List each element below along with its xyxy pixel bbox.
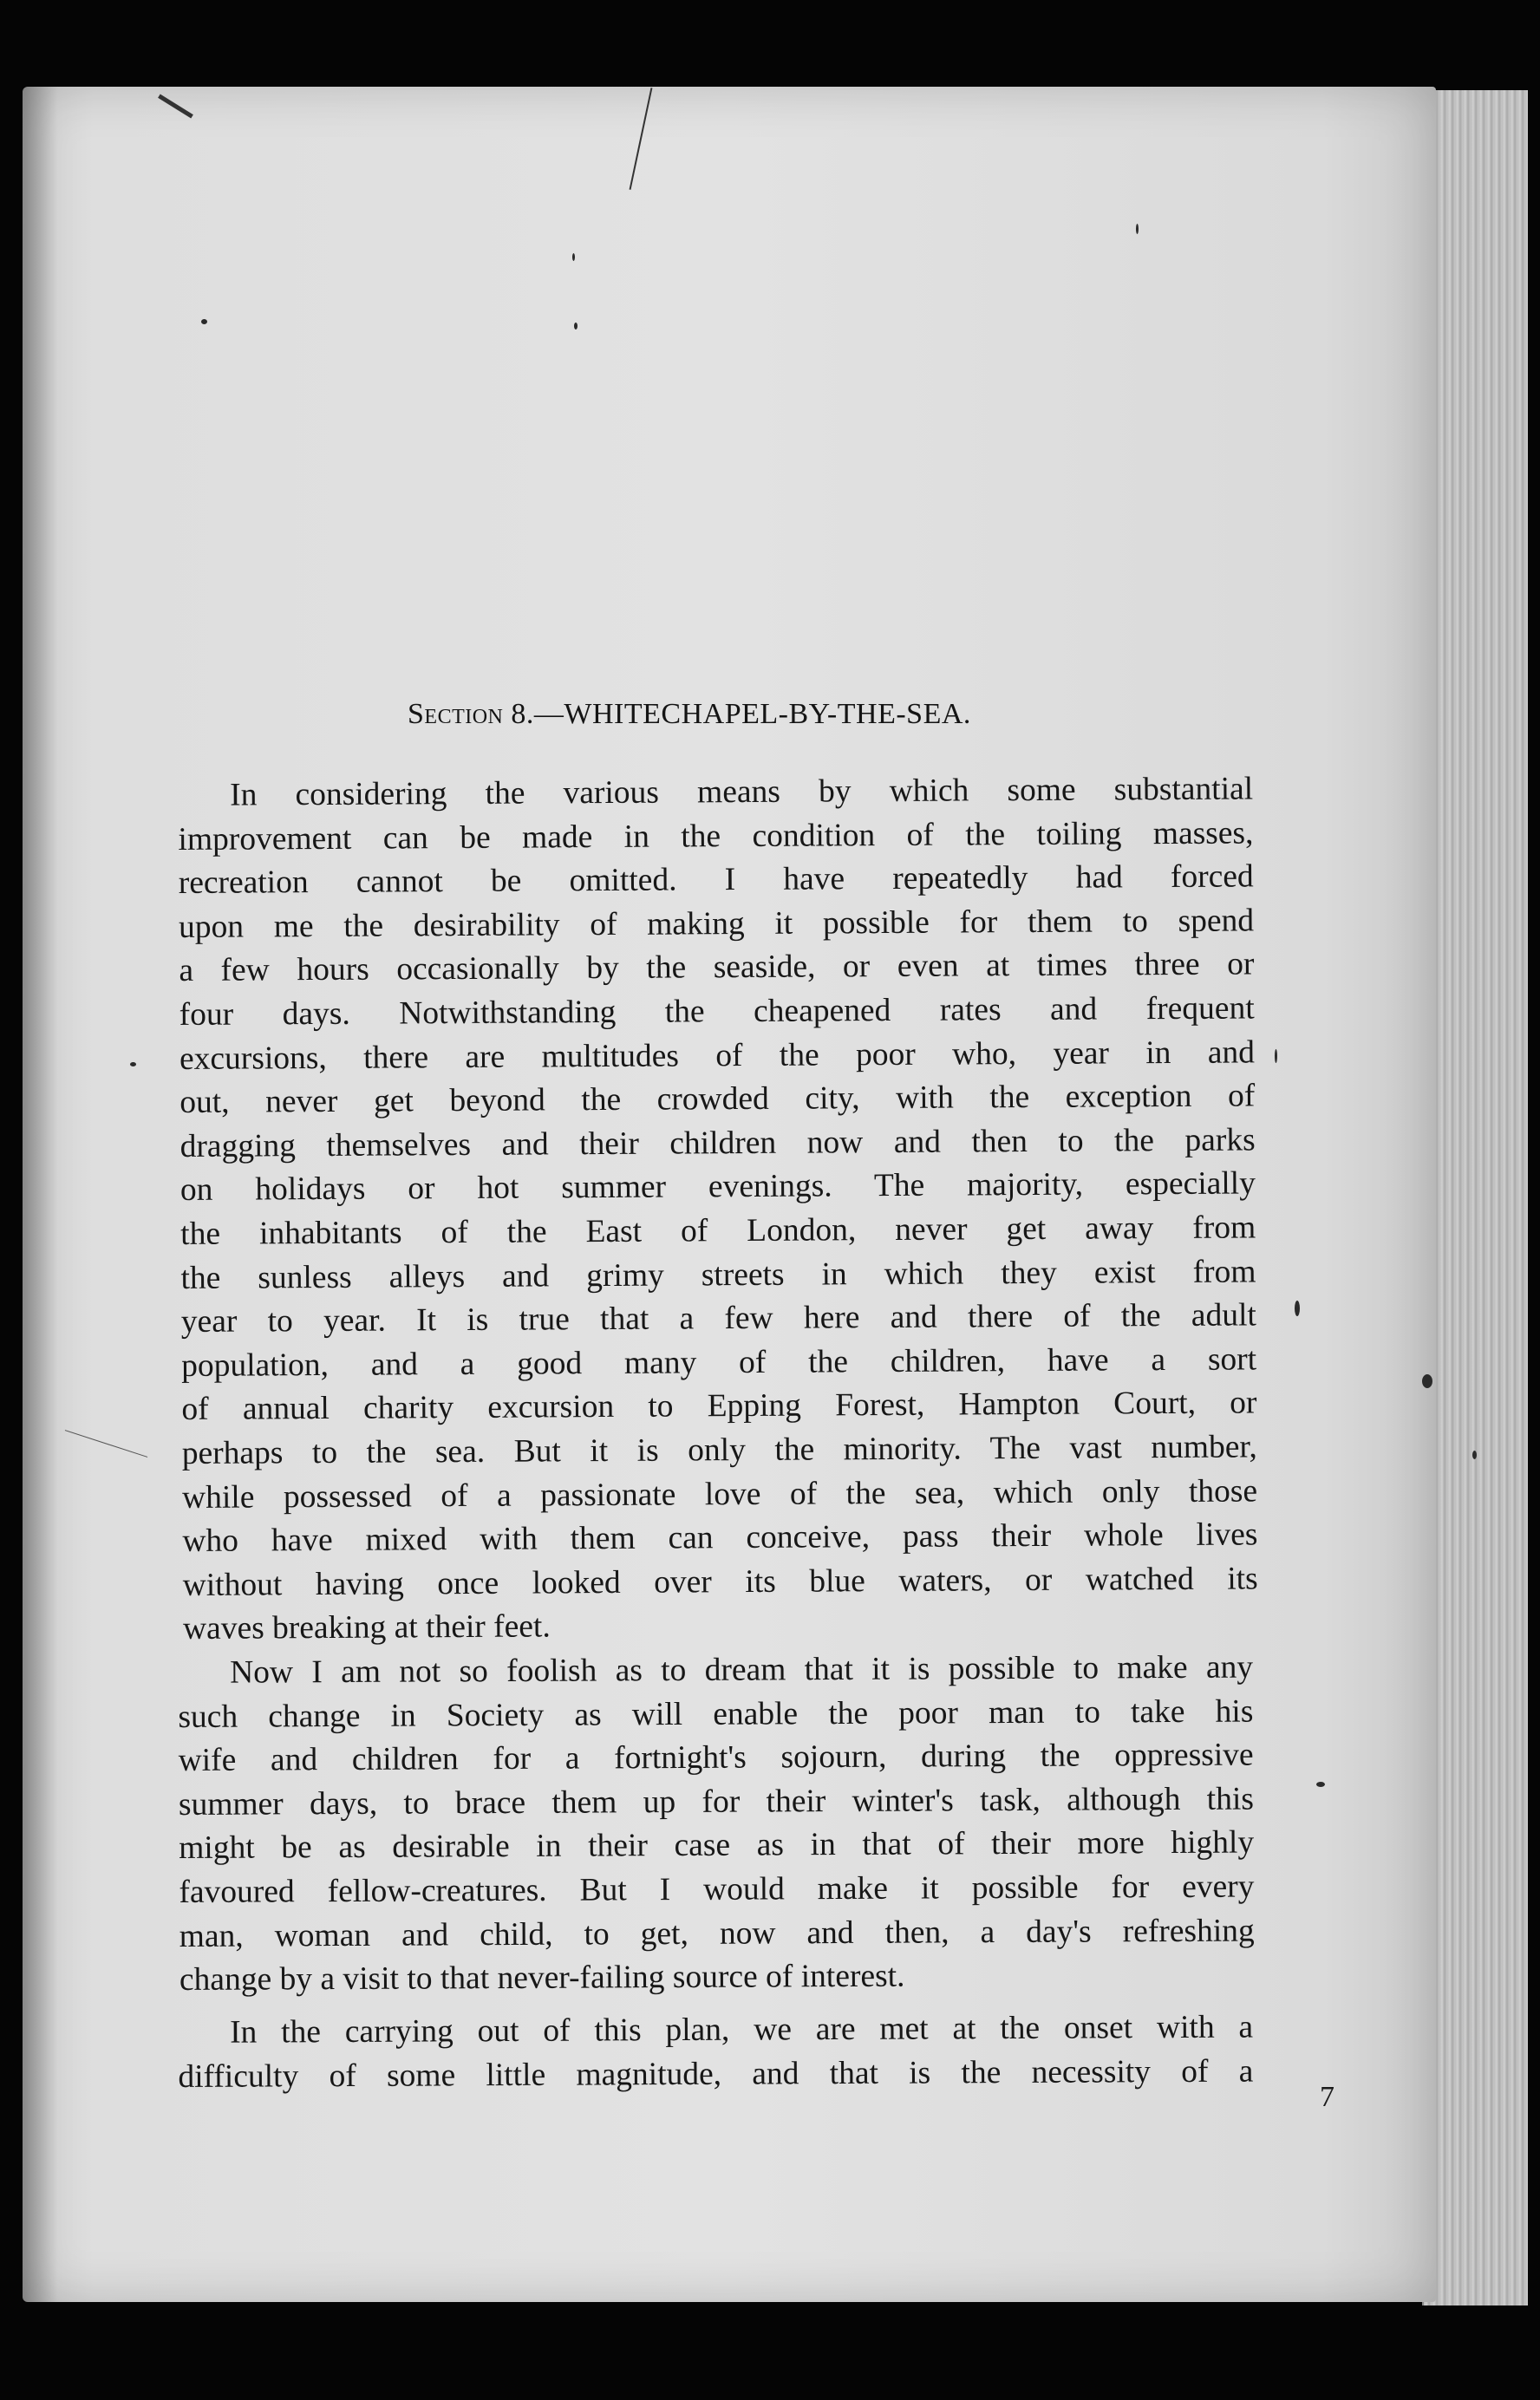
text-line: the sunless alleys and grimy streets in which they exist from	[180, 1253, 1256, 1296]
ink-speck	[574, 323, 578, 329]
text-line: while possessed of a passionate love of the sea, which only those	[181, 1472, 1258, 1516]
paragraph-1	[178, 767, 1258, 1651]
text-line: out, never get beyond the crowded city, with the exception of	[179, 1078, 1256, 1121]
paragraph-3	[178, 2006, 1254, 2100]
ink-speck	[572, 253, 575, 261]
text-line: change by a visit to that never-failing source of interest.	[179, 1958, 905, 1999]
text-line: perhaps to the sea. But it is only the minority. The vast number,	[181, 1429, 1257, 1471]
text-line: In considering the various means by which some substantial	[230, 771, 1254, 813]
book-page-edges	[1422, 90, 1528, 2305]
section-title: —WHITECHAPEL-BY-THE-SEA.	[533, 698, 971, 730]
text-line: summer days, to brace them up for their winter's task, although this	[178, 1781, 1255, 1823]
text-line: of annual charity excursion to Epping Forest, Hampton Court, or	[181, 1385, 1257, 1428]
text-line: might be as desirable in their case as in that of their more highly	[179, 1824, 1255, 1867]
margin-annotation: 7	[1320, 2081, 1334, 2113]
text-line: such change in Society as will enable the poor man to take his	[178, 1693, 1254, 1735]
text-line: Now I am not so foolish as to dream that it is possible to make any	[230, 1649, 1254, 1691]
text-line: the inhabitants of the East of London, never get away from	[180, 1210, 1256, 1252]
paragraph-2	[178, 1647, 1255, 2003]
text-line: upon me the desirability of making it possible for them to spend	[178, 903, 1255, 945]
ink-speck	[1136, 224, 1139, 234]
ink-speck	[1422, 1374, 1432, 1388]
ink-speck	[1472, 1451, 1477, 1459]
text-line: excursions, there are multitudes of the poor who, year in and	[179, 1034, 1256, 1077]
text-line: waves breaking at their feet.	[182, 1608, 551, 1647]
text-line: man, woman and child, to get, now and then, a day's refreshing	[179, 1913, 1255, 1954]
section-heading	[408, 698, 1188, 731]
text-line: favoured fellow-creatures. But I would make it possible for every	[179, 1868, 1255, 1910]
text-line: recreation cannot be omitted. I have repeatedly had forced	[178, 858, 1254, 902]
text-line: a few hours occasionally by the seaside, or even at times three or	[179, 946, 1255, 989]
ink-speck	[201, 319, 207, 324]
text-line: without having once looked over its blue waters, or watched its	[182, 1561, 1258, 1603]
text-line: on holidays or hot summer evenings. The majority, especially	[179, 1165, 1256, 1209]
text-line: four days. Notwithstanding the cheapened rates and frequent	[179, 990, 1255, 1033]
ink-speck	[1295, 1301, 1300, 1316]
text-line: who have mixed with them can conceive, pass their whole lives	[182, 1516, 1258, 1560]
text-line: population, and a good many of the children, have a sort	[181, 1341, 1257, 1384]
text-line: difficulty of some little magnitude, and that is the necessity of a	[178, 2053, 1254, 2095]
spine-shadow	[23, 87, 57, 2302]
text-line: wife and children for a fortnight's sojourn, during the oppressive	[178, 1737, 1254, 1779]
text-line: In the carrying out of this plan, we are met at the onset with a	[230, 2009, 1254, 2051]
ink-speck	[1316, 1782, 1325, 1787]
ink-speck	[1275, 1049, 1277, 1063]
section-label: Section 8.	[408, 698, 534, 730]
text-line: dragging themselves and their children now and then to the parks	[179, 1122, 1256, 1164]
text-line: improvement can be made in the condition of the toiling masses,	[178, 815, 1254, 858]
ink-speck	[130, 1062, 136, 1066]
text-line: year to year. It is true that a few here and there of the adult	[180, 1297, 1256, 1340]
